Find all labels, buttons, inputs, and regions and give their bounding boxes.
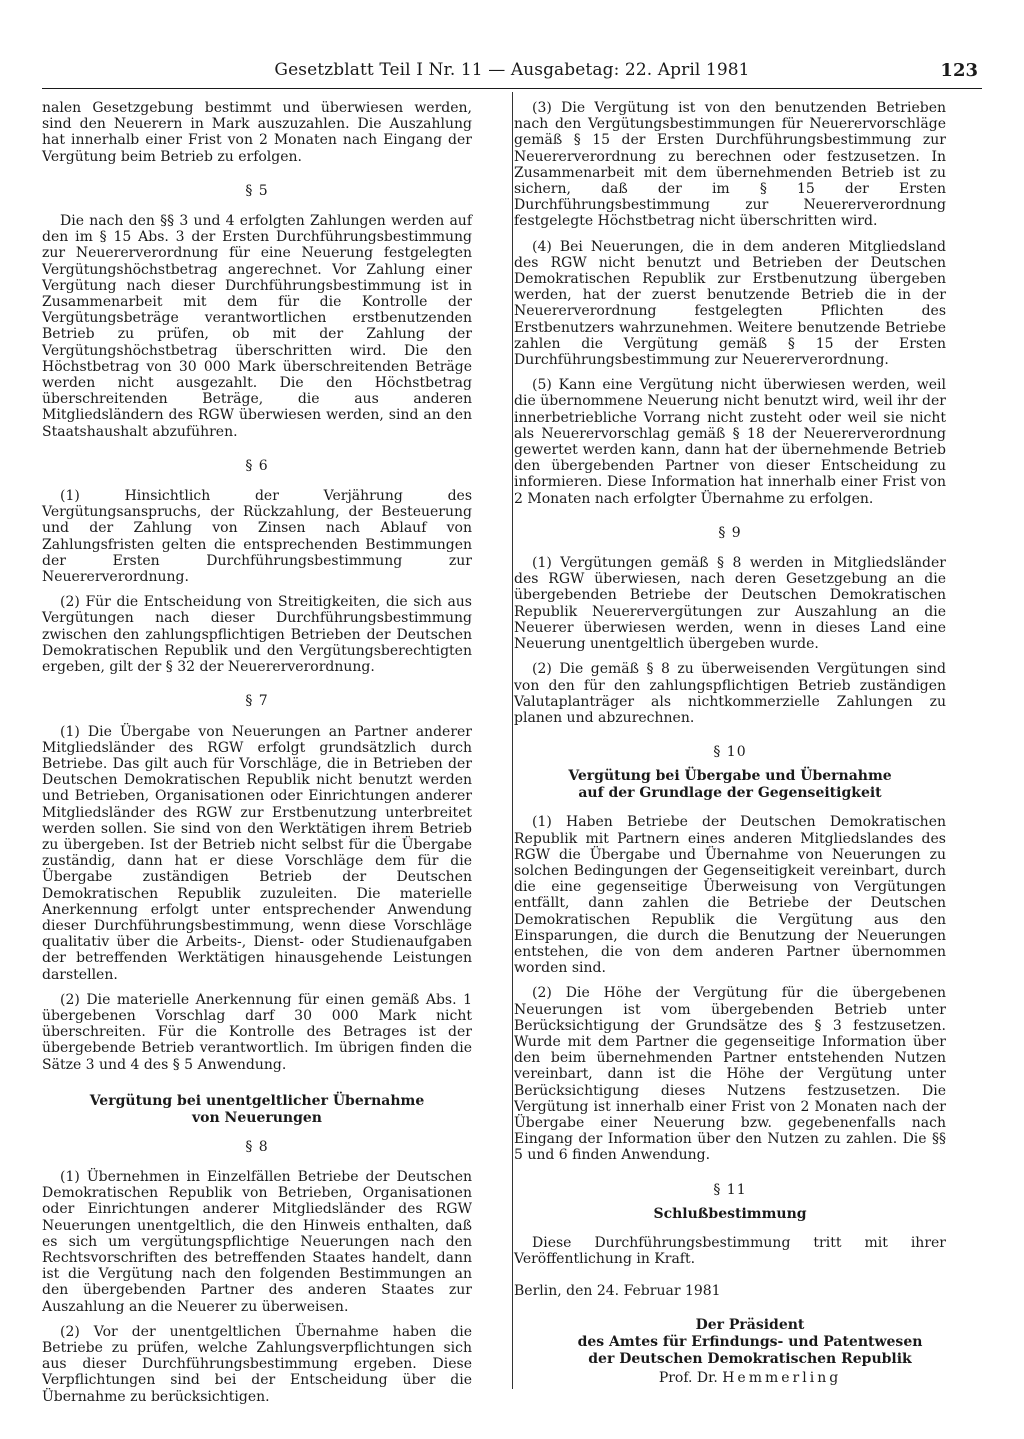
section-6-paragraph-1: (1) Hinsichtlich der Verjährung des Vergütungsanspruchs, der Rückzahlung, der Besteuerung und der Zahlung von Zinsen nach Ablauf von Zahlungsfristen gelten die entsprechenden Bestimmungen der Ersten Durchführungsbestimmung zur Neuererverordnung. — [42, 488, 472, 586]
section-8-paragraph-3: (3) Die Vergütung ist von den benutzenden Betrieben nach den Vergütungsbestimmungen für Neuerervorschläge gemäß § 15 der Ersten Durchführungsbestimmung zur Neuererverordnung zu berechnen oder festzusetzen. In Zusammenarbeit mit dem übernehmenden Betrieb ist zu sichern, daß der im § 15 der Ersten Durchführungsbestimmung zur Neuererverordnung festgelegte Höchstbetrag nicht überschritten wird. — [514, 100, 946, 230]
section-8-paragraph-4: (4) Bei Neuerungen, die in dem anderen Mitgliedsland des RGW nicht benutzt und Betrieben der Deutschen Demokratischen Republik zur Erstbenutzung übergeben werden, hat der zuerst benutzende Betrieb die in der Neuererverordnung festgelegten Pflichten des Erstbenutzers wahrzunehmen. Weitere benutzende Betriebe zahlen die Vergütung gemäß § 15 der Ersten Durchführungsbestimmung zur Neuererverordnung. — [514, 238, 946, 369]
signatory-name — [514, 1370, 946, 1386]
section-11-heading: § 11 — [713, 1181, 747, 1198]
signatory-office-3: der Deutschen Demokratischen Republik — [588, 1351, 912, 1368]
section-7-paragraph-2: (2) Die materielle Anerkennung für einen gemäß Abs. 1 übergebenen Vorschlag darf 30 000 Mark nicht überschreiten. Für die Kontrolle des Betrages ist der übergebende Betrieb verantwortlich. Im übrigen finden die Sätze 3 und 4 des § 5 Anwendung. — [42, 991, 472, 1073]
section-8-heading: § 8 — [245, 1138, 269, 1155]
section-10-paragraph-1: (1) Haben Betriebe der Deutschen Demokratischen Republik mit Partnern eines anderen Mitgliedslandes des RGW die Übergabe und Übernahme von Neuerungen zu solchen Bedingungen der Gegenseitigkeit vereinbart, durch die eine gegenseitige Überweisung von Vergütungen entfällt, dann zahlen die Betriebe der Deutschen Demokratischen Republik die Vergütung aus den Einsparungen, die durch die Benutzung der Neuerungen entstehen, die von dem anderen Partner übernommen worden sind. — [514, 814, 946, 977]
section-7-paragraph-1: (1) Die Übergabe von Neuerungen an Partner anderer Mitgliedsländer des RGW erfolgt grundsätzlich durch Betriebe. Das gilt auch für Vorschläge, die in Betrieben der Deutschen Demokratischen Republik nicht benutzt werden und Betrieben, Organisationen oder Einrichtungen anderer Mitgliedsländer des RGW zur Erstbenutzung unterbreitet werden sollen. Sie sind von den Werktätigen ihrem Betrieb zu übergeben. Ist der Betrieb nicht selbst für die Übergabe zuständig, dann hat er diese Vorschläge dem für die Übergabe zuständigen Betrieb der Deutschen Demokratischen Republik zuzuleiten. Die materielle Anerkennung erfolgt unter entsprechender Anwendung dieser Durchführungsbestimmung, wenn diese Vorschläge qualitativ über die Arbeits-, Dienst- oder Studienaufgaben der betreffenden Werktätigen hinausgehende Leistungen darstellen. — [42, 723, 472, 983]
signatory-title: Prof. Dr. — [658, 1370, 718, 1387]
section-8-paragraph-5: (5) Kann eine Vergütung nicht überwiesen werden, weil die übernommene Neuerung nicht benutzt wird, weil ihr der innerbetriebliche Vorrang nicht zusteht oder weil sie nicht als Neuerervorschlag gemäß § 18 der Neuererverordnung gewertet werden kann, dann hat der übernehmende Betrieb den übergebenden Partner von dieser Entscheidung zu informieren. Diese Information hat innerhalb einer Frist von 2 Monaten nach erfolgter Übernahme zu erfolgen. — [514, 377, 946, 507]
section-9-heading: § 9 — [718, 524, 742, 541]
page-header — [42, 60, 982, 89]
section-9-paragraph-2: (2) Die gemäß § 8 zu überweisenden Vergütungen sind von den für den zahlungspflichtigen Betrieb zuständigen Valutaplanträger als nichtkommerzielle Zahlungen zu planen und abzurechnen. — [514, 661, 946, 726]
column-divider — [512, 92, 513, 1389]
section-9-paragraph-1: (1) Vergütungen gemäß § 8 werden in Mitgliedsländer des RGW überwiesen, nach deren Gesetzgebung an die übergebenden Betriebe der Deutschen Demokratischen Republik Neuerervergütungen zur Auszahlung an die Neuerer überwiesen werden, wenn in dieses Land eine Neuerung unentgeltlich übergeben wurde. — [514, 555, 946, 653]
signatory-office-2: des Amtes für Erfindungs- und Patentwesen — [577, 1334, 923, 1351]
gazette-title: Gesetzblatt Teil I Nr. 11 — Ausgabetag: 22. April 1981 — [274, 60, 750, 80]
section-10-paragraph-2: (2) Die Höhe der Vergütung für die übergebenen Neuerungen ist vom übergebenden Betrieb unter Berücksichtigung der Grundsätze des § 3 festzusetzen. Wurde mit dem Partner die gegenseitige Information über den beim übernehmenden Partner entstehenden Nutzen vereinbart, dann ist die Höhe der Vergütung unter Berücksichtigung dieses Nutzens festzusetzen. Die Vergütung ist innerhalb einer Frist von 2 Monaten nach der Übergabe einer Neuerung bzw. gegebenenfalls nach Eingang der Information über den Nutzen zu zahlen. Die §§ 5 und 6 finden Anwendung. — [514, 985, 946, 1164]
page-number: 123 — [940, 60, 978, 81]
section-10-heading: § 10 — [713, 744, 747, 761]
section-7-heading: § 7 — [245, 693, 269, 710]
place-and-date: Berlin, den 24. Februar 1981 — [514, 1283, 721, 1300]
signature-block — [514, 1283, 946, 1386]
signatory-office-1: Der Präsident — [695, 1317, 805, 1334]
section-11-text: Diese Durchführungsbestimmung tritt mit ihrer Veröffentlichung in Kraft. — [514, 1234, 946, 1267]
section-10-title: Vergütung bei Übergabe und Übernahme auf der Grundlage der Gegenseitigkeit — [568, 768, 892, 802]
section-8-title: Vergütung bei unentgeltlicher Übernahme von Neuerungen — [89, 1092, 425, 1126]
section-5-text: Die nach den §§ 3 und 4 erfolgten Zahlungen werden auf den im § 15 Abs. 3 der Ersten Durchführungsbestimmung zur Neuererverordnung für eine Neuerung festgelegten Vergütungshöchstbetrag angerechnet. Vor Zahlung einer Vergütung nach dieser Durchführungsbestimmung ist in Zusammenarbeit mit dem für die Kontrolle der Vergütungsbeträge verantwortlichen erstbenutzenden Betrieb zu prüfen, ob mit der Zahlung der Vergütungshöchstbetrag überschritten wird. Die den Höchstbetrag von 30 000 Mark überschreitenden Beträge werden nicht ausgezahlt. Die den Höchstbetrag überschreitenden Beträge, die aus anderen Mitgliedsländern des RGW überwiesen werden, sind an den Staatshaushalt abzuführen. — [42, 213, 472, 440]
section-8-paragraph-2: (2) Vor der unentgeltlichen Übernahme haben die Betriebe zu prüfen, welche Zahlungsverpflichtungen sich aus dieser Durchführungsbestimmung ergeben. Diese Verpflichtungen sind bei der Entscheidung über die Übernahme zu berücksichtigen. — [42, 1323, 472, 1405]
signatory-surname: Hemmerling — [722, 1370, 842, 1387]
continued-paragraph: nalen Gesetzgebung bestimmt und überwiesen werden, sind den Neuerern in Mark auszuzahlen. Die Auszahlung hat innerhalb einer Frist von 2 Monaten nach Eingang der Vergütung beim Betrieb zu erfolgen. — [42, 100, 472, 165]
section-6-paragraph-2: (2) Für die Entscheidung von Streitigkeiten, die sich aus Vergütungen nach dieser Durchführungsbestimmung zwischen den zahlungspflichtigen Betrieben der Deutschen Demokratischen Republik und den Vergütungsberechtigten ergeben, gilt der § 32 der Neuererverordnung. — [42, 594, 472, 676]
section-6-heading: § 6 — [245, 457, 269, 474]
section-8-paragraph-1: (1) Übernehmen in Einzelfällen Betriebe der Deutschen Demokratischen Republik von Betrieben, Organisationen oder Einrichtungen anderer Mitgliedsländer des RGW Neuerungen unentgeltlich, die den Hinweis enthalten, daß es sich um vergütungspflichtige Neuerungen nach den Rechtsvorschriften des betreffenden Staates handelt, dann ist die Vergütung nach den folgenden Bestimmungen an den übergebenden Partner des anderen Staates zur Auszahlung an die Neuerer zu überweisen. — [42, 1168, 472, 1315]
section-5-heading: § 5 — [245, 182, 269, 199]
section-11-title: Schlußbestimmung — [653, 1205, 807, 1222]
left-column — [42, 100, 472, 1414]
right-column — [514, 100, 946, 1387]
